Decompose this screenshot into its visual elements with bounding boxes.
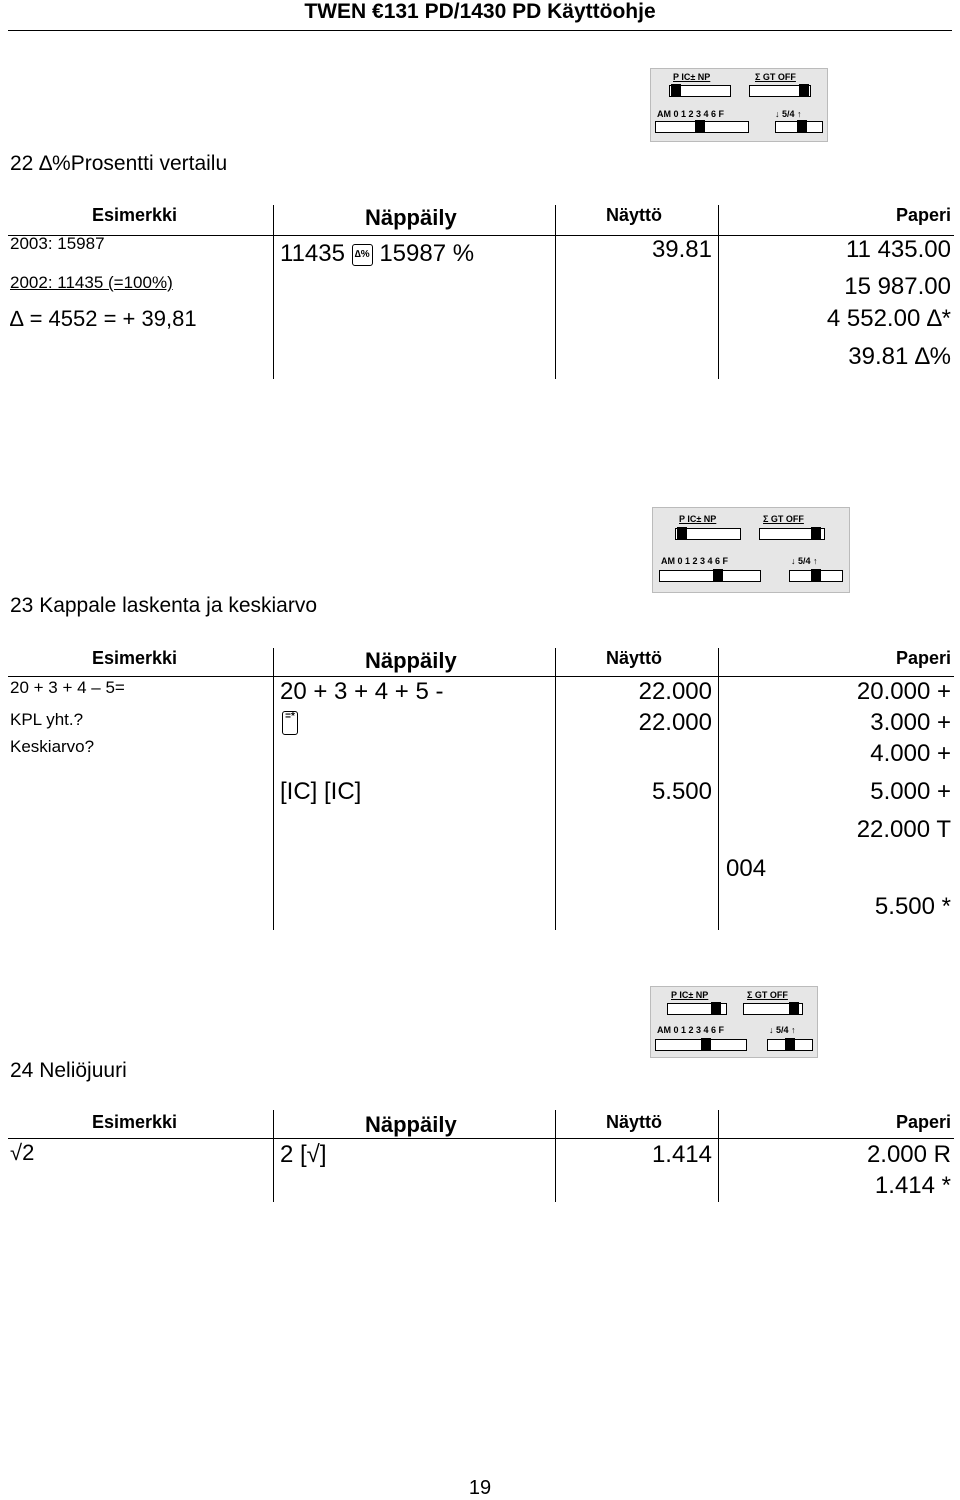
col-header-keys: Näppäily <box>365 205 457 230</box>
col-header-example: Esimerkki <box>92 648 178 668</box>
section-title-22: 22 ∆%Prosentti vertailu <box>10 152 228 175</box>
delta-percent-key-icon: ∆% <box>352 244 373 266</box>
col-header-display: Näyttö <box>606 1112 663 1132</box>
example-line: KPL yht.? <box>10 710 84 729</box>
example-line: √2 <box>10 1140 35 1165</box>
key-sequence: 20 + 3 + 4 + 5 - <box>280 678 444 705</box>
example-line: ∆ = 4552 = + 39,81 <box>10 306 197 331</box>
column-divider <box>555 1110 556 1202</box>
paper-line: 2.000 R <box>866 1141 951 1168</box>
col-header-keys: Näppäily <box>365 648 457 673</box>
delta-percent-symbol: ∆% <box>39 152 71 175</box>
col-header-paper: Paperi <box>895 648 951 668</box>
col-header-keys: Näppäily <box>365 1112 457 1137</box>
key-sequence: 11435 ∆% 15987 % <box>280 240 475 267</box>
switch-panel-illustration: P IC± NP Σ GT OFF AM 0 1 2 3 4 6 F ↓ 5/4 ↑ <box>652 507 850 593</box>
document-header-title: TWEN €131 PD/1430 PD Käyttöohje <box>304 0 656 23</box>
paper-line: 1.414 * <box>874 1172 951 1199</box>
example-line: 2002: 11435 (=100%) <box>10 273 173 292</box>
col-header-display: Näyttö <box>606 205 663 225</box>
paper-line: 5.000 + <box>870 778 951 805</box>
table-header-rule <box>8 1138 954 1139</box>
display-value: 22.000 <box>638 709 712 736</box>
section-title-23: 23 Kappale laskenta ja keskiarvo <box>10 594 318 617</box>
section-title-24: 24 Neliöjuuri <box>10 1059 127 1082</box>
switch-panel-illustration: P IC± NP Σ GT OFF AM 0 1 2 3 4 6 F ↓ 5/4 ↑ <box>650 68 828 142</box>
table-header-rule <box>8 676 954 677</box>
paper-line: 4 552.00 ∆* <box>826 305 951 332</box>
display-value: 39.81 <box>651 236 712 263</box>
display-value: 22.000 <box>638 678 712 705</box>
col-header-display: Näyttö <box>606 648 663 668</box>
example-line: 2003: 15987 <box>10 234 105 253</box>
paper-line: 39.81 ∆% <box>848 343 951 370</box>
key-sequence: [IC] [IC] <box>280 778 362 805</box>
switch-panel-illustration: P IC± NP Σ GT OFF AM 0 1 2 3 4 6 F ↓ 5/4 ↑ <box>650 986 818 1058</box>
column-divider <box>718 205 719 379</box>
col-header-paper: Paperi <box>895 205 951 225</box>
column-divider <box>718 1110 719 1202</box>
example-line: 20 + 3 + 4 – 5= <box>10 678 125 697</box>
paper-line: 22.000 T <box>856 816 951 843</box>
column-divider <box>273 648 274 930</box>
column-divider <box>555 648 556 930</box>
example-line: Keskiarvo? <box>10 737 95 756</box>
paper-line: 20.000 + <box>856 678 951 705</box>
paper-line: 11 435.00 <box>846 236 951 263</box>
display-value: 5.500 <box>651 778 712 805</box>
column-divider <box>273 205 274 379</box>
paper-line: 004 <box>726 855 767 882</box>
column-divider <box>273 1110 274 1202</box>
col-header-paper: Paperi <box>895 1112 951 1132</box>
paper-line: 3.000 + <box>870 709 951 736</box>
page-number: 19 <box>468 1477 492 1499</box>
paper-line: 4.000 + <box>870 740 951 767</box>
equals-star-key-icon: =* <box>282 711 298 735</box>
header-rule <box>8 30 952 31</box>
column-divider <box>555 205 556 379</box>
column-divider <box>718 648 719 930</box>
paper-line: 5.500 * <box>874 893 951 920</box>
paper-line: 15 987.00 <box>844 273 951 300</box>
col-header-example: Esimerkki <box>92 205 178 225</box>
col-header-example: Esimerkki <box>92 1112 178 1132</box>
display-value: 1.414 <box>651 1141 712 1168</box>
key-sequence: 2 [√] <box>280 1141 327 1168</box>
